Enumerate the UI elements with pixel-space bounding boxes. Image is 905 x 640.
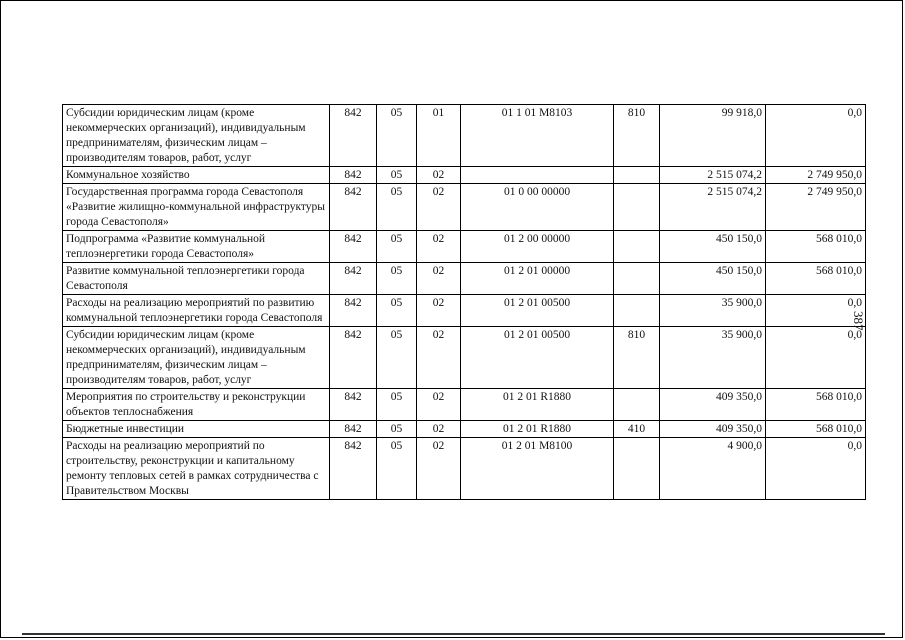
amount-year2-cell: 0,0 — [766, 105, 866, 167]
budget-table — [62, 104, 866, 500]
page-number: 387 — [851, 311, 866, 331]
section-code-cell: 05 — [377, 263, 417, 295]
table-row — [63, 438, 866, 500]
expense-type-cell — [614, 263, 660, 295]
amount-year1-cell: 99 918,0 — [660, 105, 766, 167]
row-name-cell: Бюджетные инвестиции — [63, 421, 330, 438]
amount-year1-cell: 450 150,0 — [660, 231, 766, 263]
expense-type-cell — [614, 231, 660, 263]
target-article-cell: 01 1 01 M8103 — [461, 105, 614, 167]
row-name-cell: Мероприятия по строительству и реконструкции объектов теплоснабжения — [63, 389, 330, 421]
section-code-cell: 05 — [377, 327, 417, 389]
target-article-cell: 01 2 00 00000 — [461, 231, 614, 263]
target-article-cell: 01 2 01 00500 — [461, 327, 614, 389]
expense-type-cell — [614, 389, 660, 421]
section-code-cell: 05 — [377, 295, 417, 327]
expense-type-cell — [614, 184, 660, 231]
section-code-cell: 05 — [377, 105, 417, 167]
expense-type-cell — [614, 167, 660, 184]
amount-year2-cell: 0,0 — [766, 295, 866, 327]
subsection-code-cell: 02 — [417, 421, 461, 438]
table-row — [63, 421, 866, 438]
table-row — [63, 263, 866, 295]
subsection-code-cell: 02 — [417, 438, 461, 500]
expense-type-cell — [614, 295, 660, 327]
ved-code-cell: 842 — [330, 231, 377, 263]
target-article-cell: 01 2 01 R1880 — [461, 389, 614, 421]
amount-year2-cell: 2 749 950,0 — [766, 184, 866, 231]
row-name-cell: Субсидии юридическим лицам (кроме некоммерческих организаций), индивидуальным предпринимателям, физическим лицам – производителям товаров, работ, услуг — [63, 327, 330, 389]
subsection-code-cell: 02 — [417, 295, 461, 327]
amount-year1-cell: 2 515 074,2 — [660, 167, 766, 184]
target-article-cell: 01 2 01 00500 — [461, 295, 614, 327]
expense-type-cell: 810 — [614, 105, 660, 167]
table-row — [63, 184, 866, 231]
table-row — [63, 105, 866, 167]
ved-code-cell: 842 — [330, 263, 377, 295]
row-name-cell: Субсидии юридическим лицам (кроме некоммерческих организаций), индивидуальным предпринимателям, физическим лицам – производителям товаров, работ, услуг — [63, 105, 330, 167]
amount-year2-cell: 2 749 950,0 — [766, 167, 866, 184]
expense-type-cell — [614, 438, 660, 500]
amount-year1-cell: 35 900,0 — [660, 327, 766, 389]
amount-year1-cell: 409 350,0 — [660, 421, 766, 438]
target-article-cell — [461, 167, 614, 184]
subsection-code-cell: 02 — [417, 263, 461, 295]
amount-year1-cell: 450 150,0 — [660, 263, 766, 295]
table-body — [63, 105, 866, 500]
target-article-cell: 01 2 01 00000 — [461, 263, 614, 295]
amount-year2-cell: 568 010,0 — [766, 263, 866, 295]
target-article-cell: 01 2 01 M8100 — [461, 438, 614, 500]
row-name-cell: Расходы на реализацию мероприятий по строительству, реконструкции и капитальному ремонту тепловых сетей в рамках сотрудничества с Правительством Москвы — [63, 438, 330, 500]
amount-year1-cell: 4 900,0 — [660, 438, 766, 500]
section-code-cell: 05 — [377, 231, 417, 263]
ved-code-cell: 842 — [330, 327, 377, 389]
ved-code-cell: 842 — [330, 184, 377, 231]
subsection-code-cell: 02 — [417, 389, 461, 421]
subsection-code-cell: 02 — [417, 231, 461, 263]
section-code-cell: 05 — [377, 421, 417, 438]
amount-year2-cell: 568 010,0 — [766, 231, 866, 263]
subsection-code-cell: 02 — [417, 327, 461, 389]
ved-code-cell: 842 — [330, 105, 377, 167]
subsection-code-cell: 02 — [417, 167, 461, 184]
amount-year1-cell: 2 515 074,2 — [660, 184, 766, 231]
section-code-cell: 05 — [377, 167, 417, 184]
expense-type-cell: 810 — [614, 327, 660, 389]
amount-year1-cell: 35 900,0 — [660, 295, 766, 327]
row-name-cell: Государственная программа города Севастополя «Развитие жилищно-коммунальной инфраструктуры города Севастополя» — [63, 184, 330, 231]
row-name-cell: Подпрограмма «Развитие коммунальной теплоэнергетики города Севастополя» — [63, 231, 330, 263]
ved-code-cell: 842 — [330, 295, 377, 327]
target-article-cell: 01 0 00 00000 — [461, 184, 614, 231]
amount-year2-cell: 0,0 — [766, 438, 866, 500]
amount-year2-cell: 568 010,0 — [766, 389, 866, 421]
table-row — [63, 167, 866, 184]
amount-year2-cell: 568 010,0 — [766, 421, 866, 438]
section-code-cell: 05 — [377, 184, 417, 231]
subsection-code-cell: 01 — [417, 105, 461, 167]
table-row — [63, 231, 866, 263]
ved-code-cell: 842 — [330, 438, 377, 500]
row-name-cell: Развитие коммунальной теплоэнергетики города Севастополя — [63, 263, 330, 295]
table-row — [63, 295, 866, 327]
ved-code-cell: 842 — [330, 389, 377, 421]
ved-code-cell: 842 — [330, 421, 377, 438]
ved-code-cell: 842 — [330, 167, 377, 184]
amount-year2-cell: 0,0 — [766, 327, 866, 389]
row-name-cell: Расходы на реализацию мероприятий по развитию коммунальной теплоэнергетики города Севастополя — [63, 295, 330, 327]
expense-type-cell: 410 — [614, 421, 660, 438]
section-code-cell: 05 — [377, 389, 417, 421]
section-code-cell: 05 — [377, 438, 417, 500]
row-name-cell: Коммунальное хозяйство — [63, 167, 330, 184]
amount-year1-cell: 409 350,0 — [660, 389, 766, 421]
subsection-code-cell: 02 — [417, 184, 461, 231]
table-row — [63, 327, 866, 389]
target-article-cell: 01 2 01 R1880 — [461, 421, 614, 438]
bottom-divider — [22, 633, 885, 635]
table-row — [63, 389, 866, 421]
